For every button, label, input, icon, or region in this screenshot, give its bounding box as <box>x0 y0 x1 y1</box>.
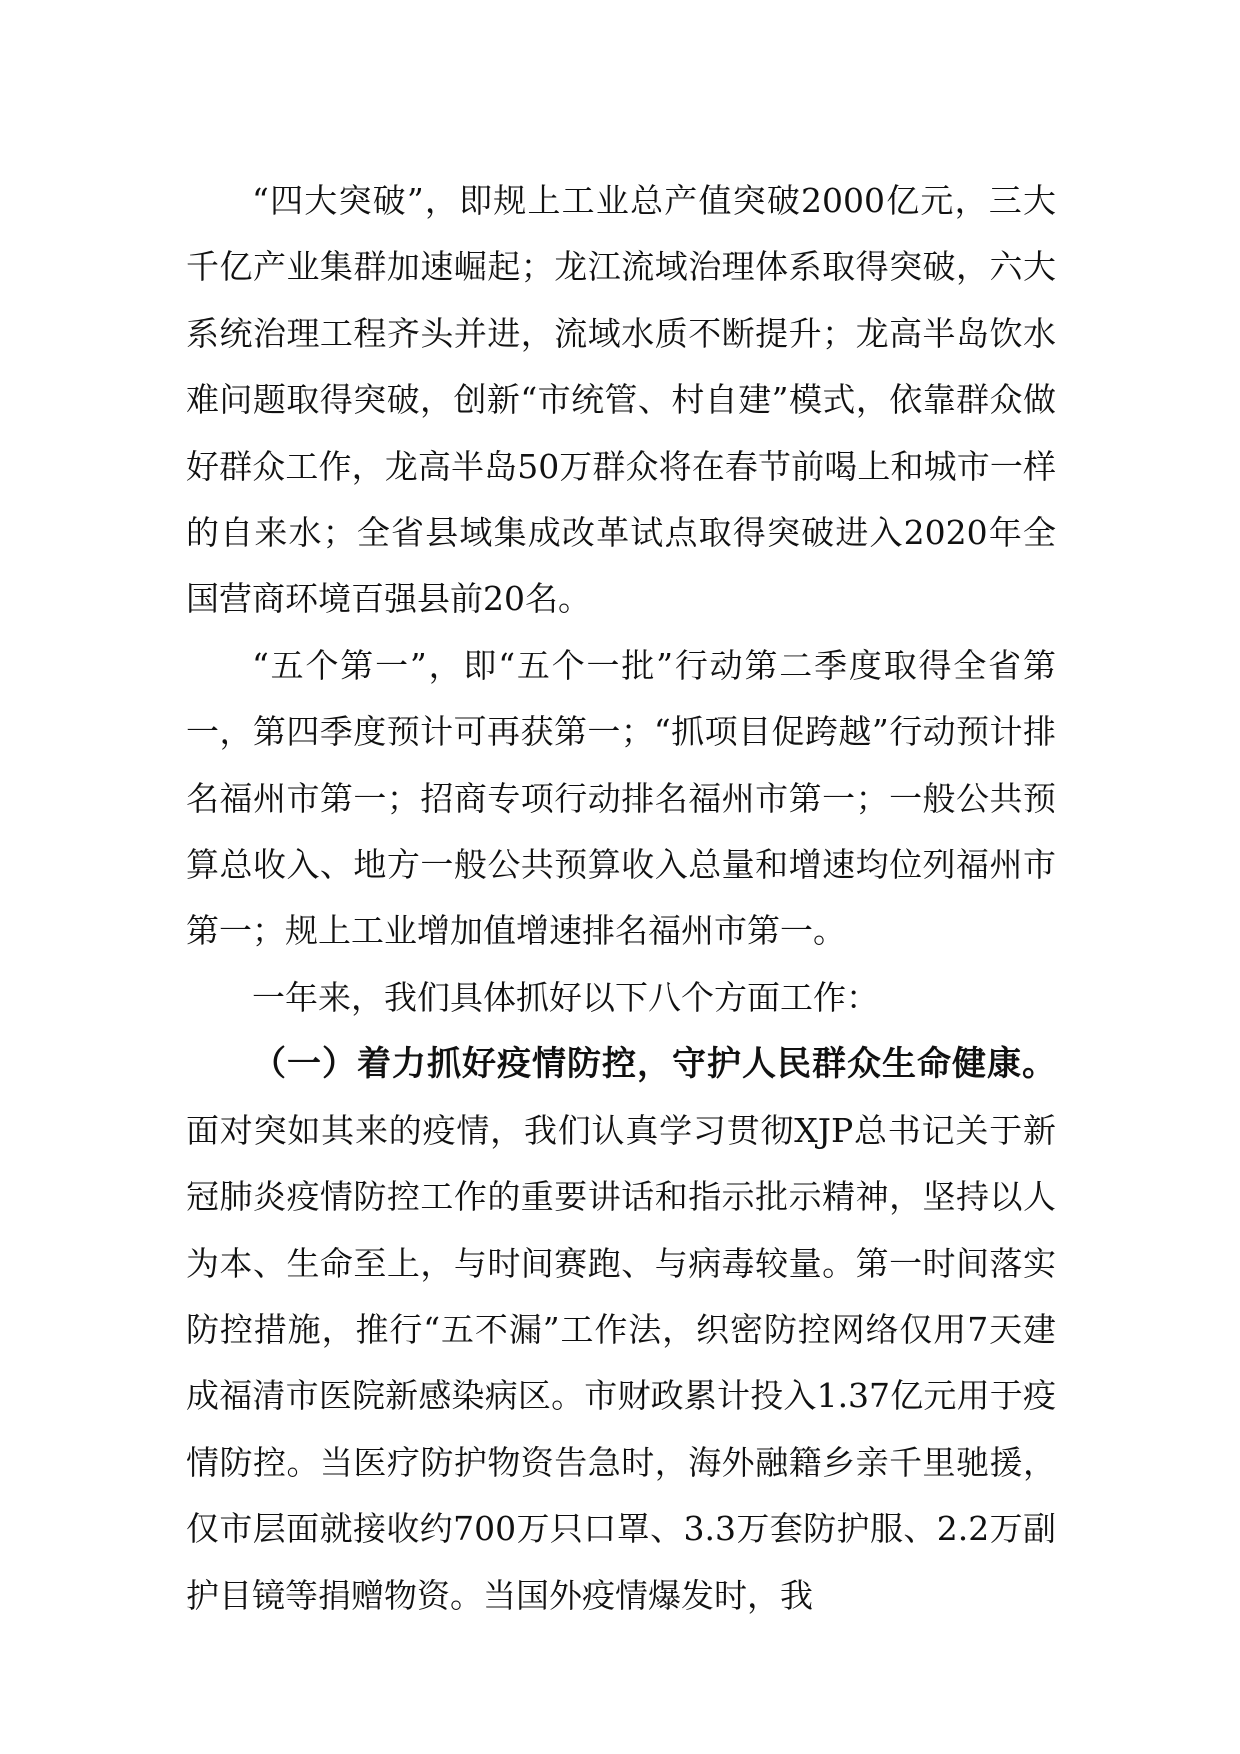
paragraph-four-breakthroughs <box>186 168 1056 633</box>
paragraph-five-firsts <box>186 633 1056 965</box>
paragraph-text: 面对突如其来的疫情，我们认真学习贯彻XJP总书记关于新冠肺炎疫情防控工作的重要讲话和指示批示精神，坚持以人为本、生命至上，与时间赛跑、与病毒较量。第一时间落实防控措施，推行“五不漏”工作法，织密防控网络仅用7天建成福清市医院新感染病区。市财政累计投入1.37亿元用于疫情防控。当医疗防护物资告急时，海外融籍乡亲千里驰援，仅市层面就接收约700万只口罩、3.3万套防护服、2.2万副护目镜等捐赠物资。当国外疫情爆发时，我 <box>186 1110 1056 1615</box>
paragraph-text: “五个第一”，即“五个一批”行动第二季度取得全省第一，第四季度预计可再获第一；“抓项目促跨越”行动预计排名福州市第一；招商专项行动排名福州市第一；一般公共预算总收入、地方一般公共预算收入总量和增速均位列福州市第一；规上工业增加值增速排名福州市第一。 <box>186 645 1056 951</box>
paragraph-text: 一年来，我们具体抓好以下八个方面工作： <box>252 977 879 1017</box>
paragraph-eight-aspects-intro <box>186 965 1056 1031</box>
section-heading: （一）着力抓好疫情防控，守护人民群众生命健康。 <box>252 1044 1056 1085</box>
document-body <box>186 168 1056 1629</box>
paragraph-epidemic-prevention <box>186 1031 1056 1629</box>
paragraph-text: “四大突破”，即规上工业总产值突破2000亿元，三大千亿产业集群加速崛起；龙江流域治理体系取得突破，六大系统治理工程齐头并进，流域水质不断提升；龙高半岛饮水难问题取得突破，创新“市统管、村自建”模式，依靠群众做好群众工作，龙高半岛50万群众将在春节前喝上和城市一样的自来水；全省县域集成改革试点取得突破进入2020年全国营商环境百强县前20名。 <box>186 181 1056 619</box>
